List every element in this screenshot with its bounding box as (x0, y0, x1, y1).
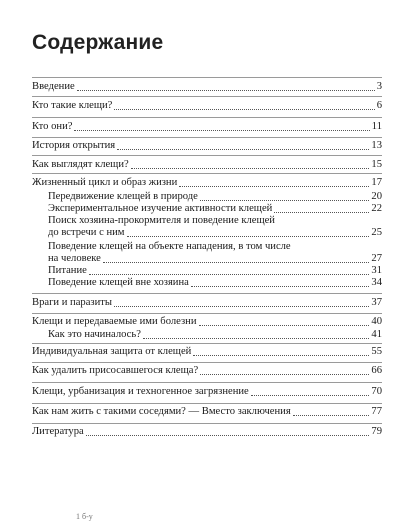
page-number: 15 (371, 159, 382, 170)
page-number: 77 (371, 406, 382, 417)
toc-entry[interactable]: Литература 79 (32, 426, 382, 437)
page-number: 13 (371, 140, 382, 151)
toc-entry[interactable]: Как выглядят клещи? 15 (32, 159, 382, 170)
footer-mark: 1 б-у (76, 512, 93, 521)
page-number: 6 (376, 100, 382, 111)
page-number: 41 (371, 329, 382, 340)
page-number: 40 (371, 316, 382, 327)
toc-entry[interactable]: История открытия 13 (32, 140, 382, 151)
page-number: 70 (371, 386, 382, 397)
page-number: 31 (371, 265, 382, 276)
toc-entry[interactable]: Клещи и передаваемые ими болезни 40 (32, 316, 382, 327)
toc-subentry[interactable]: Передвижение клещей в природе 20 (48, 191, 382, 202)
page-number: 22 (371, 203, 382, 214)
toc-subentry[interactable]: Поведение клещей вне хозяина 34 (48, 277, 382, 288)
toc-subentry[interactable]: Поиск хозяина-прокормителя и поведение клещей до встречи с ним 25 (48, 215, 382, 238)
page-number: 34 (371, 277, 382, 288)
toc-entry[interactable]: Как нам жить с такими соседями? — Вместо заключения 77 (32, 406, 382, 417)
toc-entry[interactable]: Кто такие клещи? 6 (32, 100, 382, 111)
page-number: 25 (371, 227, 382, 238)
divider (32, 77, 382, 78)
toc-entry[interactable]: Кто они? 11 (32, 121, 382, 132)
toc-entry[interactable]: Жизненный цикл и образ жизни 17 (32, 177, 382, 188)
toc-entry[interactable]: Индивидуальная защита от клещей 55 (32, 346, 382, 357)
toc-entry[interactable]: Враги и паразиты 37 (32, 297, 382, 308)
toc-entry[interactable]: Как удалить присосавшегося клеща? 66 (32, 365, 382, 376)
page-number: 27 (371, 253, 382, 264)
page-number: 20 (371, 191, 382, 202)
toc-entry[interactable]: Клещи, урбанизация и техногенное загрязнение 70 (32, 386, 382, 397)
page-number: 17 (371, 177, 382, 188)
toc-subentry[interactable]: Как это начиналось? 41 (48, 329, 382, 340)
page-number: 55 (371, 346, 382, 357)
toc-entry[interactable]: Введение 3 (32, 81, 382, 92)
page-number: 66 (371, 365, 382, 376)
toc-subentry[interactable]: Поведение клещей на объекте нападения, в том числе на человеке 27 (48, 241, 382, 264)
page-number: 37 (371, 297, 382, 308)
page-number: 79 (371, 426, 382, 437)
page-number: 11 (371, 121, 382, 132)
page-number: 3 (376, 81, 382, 92)
toc-subentry[interactable]: Питание 31 (48, 265, 382, 276)
page-title: Содержание (32, 31, 164, 54)
toc-subentry[interactable]: Экспериментальное изучение активности клещей 22 (48, 203, 382, 214)
